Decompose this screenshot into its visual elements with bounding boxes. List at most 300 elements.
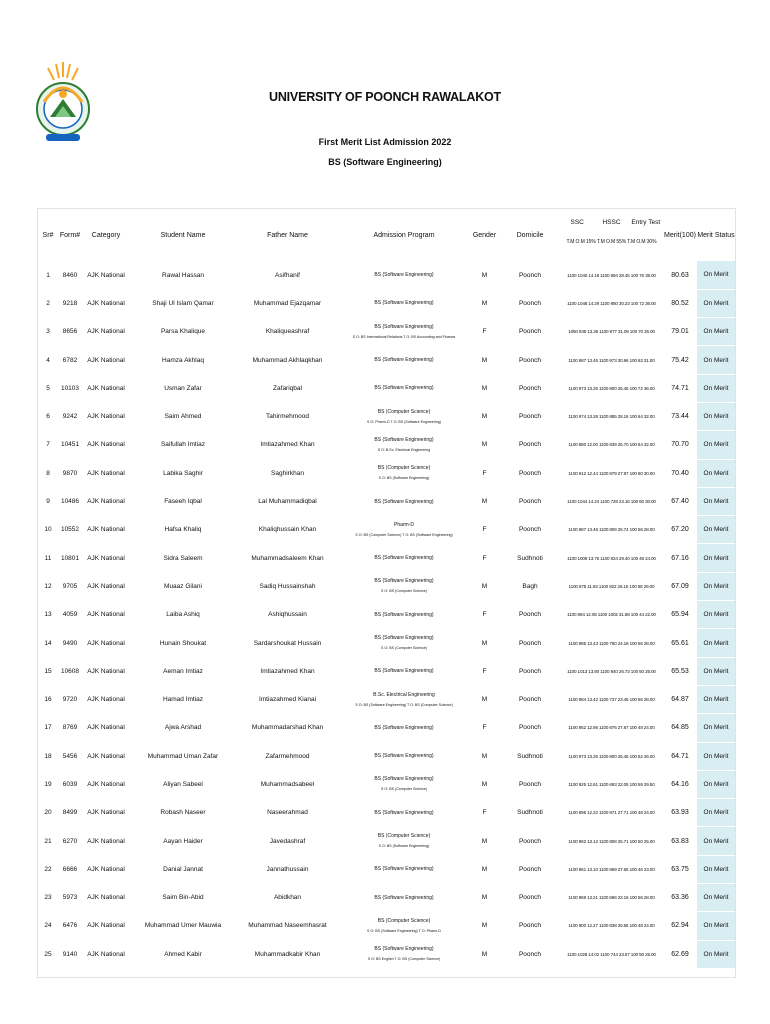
table-row: [38, 572, 735, 600]
merit-cell: 67.20: [671, 526, 689, 534]
program-main: BS (Software Engineering): [374, 357, 434, 364]
program-cell: [339, 374, 469, 402]
form-cell: 6476: [62, 922, 78, 930]
scores-cell: 1100 1040 14.18 1100 894 28.45 100 76 38.00: [567, 272, 656, 278]
student-name-cell: Shaji Ul Islam Qamar: [152, 299, 214, 307]
table-row: [38, 289, 735, 317]
program-main: BS (Software Engineering): [374, 635, 434, 641]
student-name-cell: Hamad Imtiaz: [162, 696, 204, 704]
student-name-cell: Rawal Hassan: [162, 271, 204, 279]
category-cell: AJK National: [87, 865, 125, 873]
table-row: [38, 855, 735, 883]
student-name-cell: Robash Naseer: [160, 809, 206, 817]
father-name-cell: Jannathussain: [266, 865, 309, 873]
merit-cell: 63.83: [671, 837, 689, 845]
merit-cell: 80.52: [671, 299, 689, 307]
merit-list-title: First Merit List Admission 2022: [318, 137, 452, 147]
category-cell: AJK National: [87, 526, 125, 534]
merit-table-container: [37, 208, 736, 978]
domicile-cell: Poonch: [518, 441, 542, 449]
program-preferences: S O: B.Sc. Electrical Engineering: [377, 447, 431, 452]
gender-cell: F: [482, 809, 487, 817]
form-cell: 10451: [60, 441, 80, 449]
table-row: [38, 402, 735, 430]
program-cell: [339, 799, 469, 827]
student-name-cell: Aliyan Sabeel: [163, 780, 203, 788]
program-main: BS (Computer Science): [377, 408, 431, 415]
domicile-cell: Poonch: [518, 922, 542, 930]
merit-cell: 70.40: [671, 469, 689, 477]
father-name-cell: Muhammad Ejazqamar: [253, 299, 322, 307]
student-name-cell: Labika Saghir: [163, 469, 203, 477]
table-row: [38, 742, 735, 770]
domicile-cell: Poonch: [518, 498, 542, 506]
scores-cell: 1100 973 13.25 1100 800 25.45 100 52 26.00: [568, 753, 655, 759]
program-cell: [339, 487, 469, 515]
scores-cell: 1100 985 13.43 1100 760 24.18 100 56 28.00: [568, 640, 655, 646]
program-cell: [339, 827, 469, 855]
student-name-cell: Muhammad Umer Mauwia: [144, 922, 222, 930]
program-cell: [339, 544, 469, 572]
table-row: [38, 940, 735, 968]
merit-cell: 65.94: [671, 611, 689, 619]
merit-cell: 75.42: [671, 356, 689, 364]
category-cell: AJK National: [87, 356, 125, 364]
scores-cell: 1100 880 12.00 1100 839 26.70 100 64 32.00: [568, 442, 655, 448]
status-cell: On Merit: [697, 544, 735, 572]
student-name-cell: Ahmed Kabir: [164, 950, 202, 958]
form-cell: 9218: [62, 299, 78, 307]
sr-cell: 14: [44, 639, 52, 647]
program-main: BS (Software Engineering): [374, 272, 434, 279]
scores-cell: 1100 987 13.46 1100 973 30.96 100 62 31.00: [568, 357, 655, 363]
scores-cell: 1100 987 13.46 1100 809 25.74 100 56 28.00: [568, 527, 655, 533]
father-name-cell: Sardarshoukat Hussain: [253, 639, 322, 647]
gender-cell: F: [482, 554, 487, 562]
student-name-cell: Faseeh Iqbal: [164, 498, 202, 506]
program-cell: [339, 402, 469, 430]
program-preferences: S O: BS (Computer Science): [381, 589, 427, 594]
category-cell: AJK National: [87, 667, 125, 675]
category-cell: AJK National: [87, 922, 125, 930]
merit-cell: 74.71: [671, 384, 689, 392]
status-cell: On Merit: [697, 940, 735, 968]
header-ssc: SSC: [570, 219, 584, 226]
student-name-cell: Parsa Khalique: [160, 328, 206, 336]
gender-cell: M: [481, 780, 488, 788]
domicile-cell: Poonch: [518, 639, 542, 647]
status-cell: On Merit: [697, 912, 735, 940]
domicile-cell: Poonch: [518, 865, 542, 873]
form-cell: 9490: [62, 639, 78, 647]
category-cell: AJK National: [87, 328, 125, 336]
scores-cell: 1050 935 13.36 1100 977 31.09 100 70 35.00: [568, 329, 655, 335]
category-cell: AJK National: [87, 611, 125, 619]
program-preferences: S O: BS (Software Engineering): [378, 476, 430, 481]
program-preferences: S O: BS (Computer Science): [381, 787, 427, 792]
gender-cell: M: [481, 639, 488, 647]
status-cell: On Merit: [697, 318, 735, 346]
header-merit-status: Merit Status: [697, 231, 735, 239]
domicile-cell: Poonch: [518, 299, 542, 307]
gender-cell: M: [481, 441, 488, 449]
table-row: [38, 516, 735, 544]
table-row: [38, 884, 735, 912]
merit-table: [38, 209, 735, 969]
gender-cell: M: [481, 384, 488, 392]
father-name-cell: Muhammadsaleem Khan: [251, 554, 324, 562]
status-cell: On Merit: [697, 431, 735, 459]
status-cell: On Merit: [697, 487, 735, 515]
gender-cell: M: [481, 299, 488, 307]
domicile-cell: Poonch: [518, 356, 542, 364]
student-name-cell: Danial Jannat: [163, 865, 203, 873]
father-name-cell: Javedashraf: [269, 837, 306, 845]
domicile-cell: Sudhnoti: [517, 752, 543, 760]
merit-cell: 64.85: [671, 724, 689, 732]
program-main: BS (Software Engineering): [374, 323, 434, 330]
domicile-cell: Poonch: [518, 413, 542, 421]
domicile-cell: Poonch: [518, 611, 542, 619]
student-name-cell: Saifullah Imtiaz: [160, 441, 206, 449]
program-main: BS (Software Engineering): [374, 866, 434, 873]
sr-cell: 20: [44, 809, 52, 817]
merit-cell: 64.16: [671, 780, 689, 788]
gender-cell: M: [481, 837, 488, 845]
gender-cell: M: [481, 865, 488, 873]
program-main: BS (Computer Science): [377, 465, 431, 472]
student-name-cell: Muhammad Uman Zafar: [147, 752, 219, 760]
domicile-cell: Poonch: [518, 950, 542, 958]
gender-cell: M: [481, 356, 488, 364]
scores-cell: 1100 1044 14.24 1100 728 23.16 100 60 30.00: [567, 499, 656, 505]
program-preferences: S O: Pharm-D T O: BS (Software Engineering): [367, 419, 441, 424]
status-cell: On Merit: [697, 884, 735, 912]
program-cell: [339, 601, 469, 629]
status-cell: On Merit: [697, 572, 735, 600]
scores-cell: 1100 1028 14.02 1100 744 23.67 100 50 25.00: [567, 951, 656, 957]
table-row: [38, 912, 735, 940]
domicile-cell: Poonch: [518, 469, 542, 477]
father-name-cell: Muhammad Naseemhasrat: [248, 922, 327, 930]
scores-cell: 1100 961 13.10 1100 869 27.65 100 46 23.00: [568, 866, 655, 872]
merit-cell: 64.87: [671, 696, 689, 704]
father-name-cell: Imtiazahmed Kianai: [258, 696, 317, 704]
scores-cell: 1100 1048 14.29 1100 950 30.23 100 72 36.00: [567, 300, 656, 306]
father-name-cell: Asifhanif: [275, 271, 300, 279]
table-row: [38, 261, 735, 289]
form-cell: 10552: [60, 526, 80, 534]
form-cell: 8769: [62, 724, 78, 732]
form-cell: 6270: [62, 837, 78, 845]
scores-cell: 1100 912 12.44 1100 879 27.97 100 60 30.00: [568, 470, 655, 476]
scores-cell: 1100 875 11.93 1100 822 26.15 100 58 29.00: [568, 583, 655, 589]
program-main: Pharm-D: [393, 521, 414, 528]
status-cell: On Merit: [697, 459, 735, 487]
gender-cell: M: [481, 950, 488, 958]
category-cell: AJK National: [87, 469, 125, 477]
sr-cell: 25: [44, 950, 52, 958]
program-main: BS (Software Engineering): [374, 946, 434, 953]
program-cell: [339, 714, 469, 742]
father-name-cell: Zafariqbal: [273, 384, 302, 392]
form-cell: 5456: [62, 752, 78, 760]
scores-cell: 1100 884 12.05 1100 1002 31.88 100 44 22.00: [567, 612, 656, 618]
status-cell: On Merit: [697, 289, 735, 317]
sr-cell: 9: [46, 498, 50, 506]
program-cell: [339, 572, 469, 600]
category-cell: AJK National: [87, 837, 125, 845]
merit-cell: 67.40: [671, 498, 689, 506]
gender-cell: M: [481, 922, 488, 930]
header-hssc: HSSC: [602, 219, 621, 226]
form-cell: 9705: [62, 582, 78, 590]
category-cell: AJK National: [87, 780, 125, 788]
category-cell: AJK National: [87, 696, 125, 704]
student-name-cell: Usman Zafar: [164, 384, 202, 392]
father-name-cell: Tahirmehmood: [266, 413, 309, 421]
category-cell: AJK National: [87, 413, 125, 421]
form-cell: 10103: [60, 384, 80, 392]
merit-cell: 63.93: [671, 809, 689, 817]
form-cell: 8460: [62, 271, 78, 279]
gender-cell: M: [481, 582, 488, 590]
status-cell: On Merit: [697, 742, 735, 770]
header-merit: Merit(100): [664, 231, 696, 239]
program-main: BS (Software Engineering): [374, 809, 434, 816]
scores-cell: 1100 1009 13.76 1100 924 29.40 100 48 24.00: [567, 555, 656, 561]
category-cell: AJK National: [87, 639, 125, 647]
program-main: BS (Software Engineering): [374, 724, 434, 731]
form-cell: 8656: [62, 328, 78, 336]
merit-cell: 65.53: [671, 667, 689, 675]
sr-cell: 22: [44, 865, 52, 873]
status-cell: On Merit: [697, 799, 735, 827]
category-cell: AJK National: [87, 809, 125, 817]
student-name-cell: Ajwa Arshad: [164, 724, 202, 732]
program-cell: [339, 318, 469, 346]
program-preferences: S O: BS (Software Engineering) T O: Pharm-D: [367, 928, 441, 933]
form-cell: 6039: [62, 780, 78, 788]
merit-cell: 62.69: [671, 950, 689, 958]
program-main: BS (Software Engineering): [374, 753, 434, 760]
status-cell: On Merit: [697, 714, 735, 742]
form-cell: 8499: [62, 809, 78, 817]
header-category: Category: [91, 231, 121, 239]
form-cell: 10486: [60, 498, 80, 506]
scores-cell: 1100 1013 13.80 1100 840 26.73 100 50 25.00: [567, 668, 656, 674]
table-row: [38, 657, 735, 685]
father-name-cell: Muhammadarshad Khan: [251, 724, 324, 732]
table-row: [38, 431, 735, 459]
status-cell: On Merit: [697, 261, 735, 289]
header-entry-test: Entry Test: [631, 219, 661, 226]
gender-cell: M: [481, 271, 488, 279]
header-admission-program: Admission Program: [373, 231, 435, 239]
table-row: [38, 629, 735, 657]
student-name-cell: Laiba Ashiq: [166, 611, 200, 619]
scores-cell: 1100 974 13.28 1100 885 28.16 100 64 32.00: [568, 414, 655, 420]
sr-cell: 19: [44, 780, 52, 788]
father-name-cell: Muhammad Akhlaqkhan: [252, 356, 323, 364]
sr-cell: 2: [46, 299, 50, 307]
category-cell: AJK National: [87, 582, 125, 590]
status-cell: On Merit: [697, 516, 735, 544]
program-cell: [339, 289, 469, 317]
category-cell: AJK National: [87, 554, 125, 562]
status-cell: On Merit: [697, 629, 735, 657]
scores-cell: 1100 962 13.12 1100 808 25.71 100 50 25.00: [568, 838, 655, 844]
form-cell: 9242: [62, 413, 78, 421]
program-cell: [339, 742, 469, 770]
sr-cell: 1: [46, 271, 50, 279]
student-name-cell: Muaaz Gilani: [164, 582, 202, 590]
domicile-cell: Poonch: [518, 271, 542, 279]
program-main: B.Sc. Electrical Engineering: [373, 691, 435, 698]
domicile-cell: Bagh: [522, 582, 538, 590]
father-name-cell: Saghirkhan: [271, 469, 304, 477]
father-name-cell: Muhammadkabir Khan: [254, 950, 321, 958]
program-preferences: S O: BS English T O: BS (Computer Science): [367, 957, 441, 962]
father-name-cell: Khaliqhussain Khan: [258, 526, 317, 534]
sr-cell: 15: [44, 667, 52, 675]
merit-cell: 73.44: [671, 413, 689, 421]
table-row: [38, 799, 735, 827]
merit-cell: 63.75: [671, 865, 689, 873]
status-cell: On Merit: [697, 402, 735, 430]
domicile-cell: Poonch: [518, 384, 542, 392]
student-name-cell: Sidra Saleem: [163, 554, 203, 562]
father-name-cell: Imtiazahmed Khan: [260, 667, 315, 675]
sr-cell: 3: [46, 328, 50, 336]
father-name-cell: Muhammadsabeel: [260, 780, 315, 788]
domicile-cell: Poonch: [518, 526, 542, 534]
scores-cell: 1100 900 12.27 1100 838 26.66 100 48 24.00: [568, 923, 655, 929]
gender-cell: M: [481, 498, 488, 506]
status-cell: On Merit: [697, 374, 735, 402]
merit-cell: 64.71: [671, 752, 689, 760]
gender-cell: F: [482, 526, 487, 534]
form-cell: 9720: [62, 696, 78, 704]
program-main: BS (Software Engineering): [374, 498, 434, 505]
program-main: BS (Software Engineering): [374, 578, 434, 585]
form-cell: 6782: [62, 356, 78, 364]
sr-cell: 4: [46, 356, 50, 364]
table-row: [38, 346, 735, 374]
table-row: [38, 827, 735, 855]
domicile-cell: Poonch: [518, 780, 542, 788]
merit-cell: 63.36: [671, 894, 689, 902]
domicile-cell: Poonch: [518, 837, 542, 845]
program-main: BS (Software Engineering): [374, 894, 434, 901]
program-cell: [339, 855, 469, 883]
domicile-cell: Poonch: [518, 696, 542, 704]
merit-cell: 70.70: [671, 441, 689, 449]
sr-cell: 12: [44, 582, 52, 590]
domicile-cell: Poonch: [518, 328, 542, 336]
header-student-name: Student Name: [160, 231, 206, 239]
table-row: [38, 685, 735, 713]
sr-cell: 23: [44, 894, 52, 902]
form-cell: 6666: [62, 865, 78, 873]
scores-cell: 1100 925 12.61 1100 693 22.05 100 59 29.50: [568, 781, 655, 787]
program-preferences: S O: BS (Software Engineering): [378, 844, 430, 849]
scores-cell: 1100 984 13.42 1100 737 23.45 100 56 28.00: [568, 697, 655, 703]
table-row: [38, 770, 735, 798]
table-row: [38, 374, 735, 402]
domicile-cell: Sudhnoti: [517, 554, 543, 562]
sr-cell: 11: [44, 554, 52, 562]
sr-cell: 8: [46, 469, 50, 477]
program-main: BS (Software Engineering): [374, 611, 434, 618]
gender-cell: F: [482, 469, 487, 477]
program-preferences: S O: BS International Relations T O: BS Accounting and Finance: [352, 334, 456, 339]
scores-cell: 1100 896 12.22 1100 871 27.71 100 48 24.00: [568, 810, 655, 816]
sr-cell: 6: [46, 413, 50, 421]
student-name-cell: Hunain Shoukat: [159, 639, 207, 647]
merit-cell: 79.01: [671, 328, 689, 336]
father-name-cell: Zafarmehmood: [265, 752, 310, 760]
program-preferences: S O: BS (Software Engineering) T O: BS (Computer Science): [355, 702, 453, 707]
program-cell: [339, 940, 469, 968]
gender-cell: F: [482, 611, 487, 619]
gender-cell: M: [481, 413, 488, 421]
merit-cell: 80.63: [671, 271, 689, 279]
category-cell: AJK National: [87, 498, 125, 506]
program-cell: [339, 459, 469, 487]
gender-cell: F: [482, 667, 487, 675]
domicile-cell: Poonch: [518, 667, 542, 675]
program-cell: [339, 685, 469, 713]
program-main: BS (Software Engineering): [374, 555, 434, 562]
status-cell: On Merit: [697, 855, 735, 883]
program-cell: [339, 884, 469, 912]
father-name-cell: Lal Muhammadiqbal: [258, 498, 317, 506]
sr-cell: 16: [44, 696, 52, 704]
merit-cell: 62.94: [671, 922, 689, 930]
category-cell: AJK National: [87, 894, 125, 902]
header-sr: Sr#: [42, 231, 54, 239]
sr-cell: 7: [46, 441, 50, 449]
category-cell: AJK National: [87, 752, 125, 760]
sr-cell: 18: [44, 752, 52, 760]
table-header-row: [38, 209, 735, 261]
domicile-cell: Poonch: [518, 724, 542, 732]
program-cell: [339, 261, 469, 289]
merit-cell: 67.09: [671, 582, 689, 590]
program-main: BS (Software Engineering): [374, 776, 434, 783]
status-cell: On Merit: [697, 601, 735, 629]
program-main: BS (Software Engineering): [374, 436, 434, 443]
domicile-cell: Poonch: [518, 894, 542, 902]
table-row: [38, 544, 735, 572]
father-name-cell: Naseerahmad: [267, 809, 308, 817]
program-title: BS (Software Engineering): [328, 157, 442, 167]
father-name-cell: Abidkhan: [273, 894, 302, 902]
header-gender: Gender: [472, 231, 497, 239]
header-scores: [560, 209, 663, 261]
category-cell: AJK National: [87, 299, 125, 307]
program-main: BS (Computer Science): [377, 833, 431, 840]
header-domicile: Domicile: [516, 231, 544, 239]
sr-cell: 21: [44, 837, 52, 845]
program-main: BS (Software Engineering): [374, 668, 434, 675]
merit-cell: 65.61: [671, 639, 689, 647]
program-cell: [339, 912, 469, 940]
category-cell: AJK National: [87, 724, 125, 732]
gender-cell: F: [482, 328, 487, 336]
status-cell: On Merit: [697, 346, 735, 374]
